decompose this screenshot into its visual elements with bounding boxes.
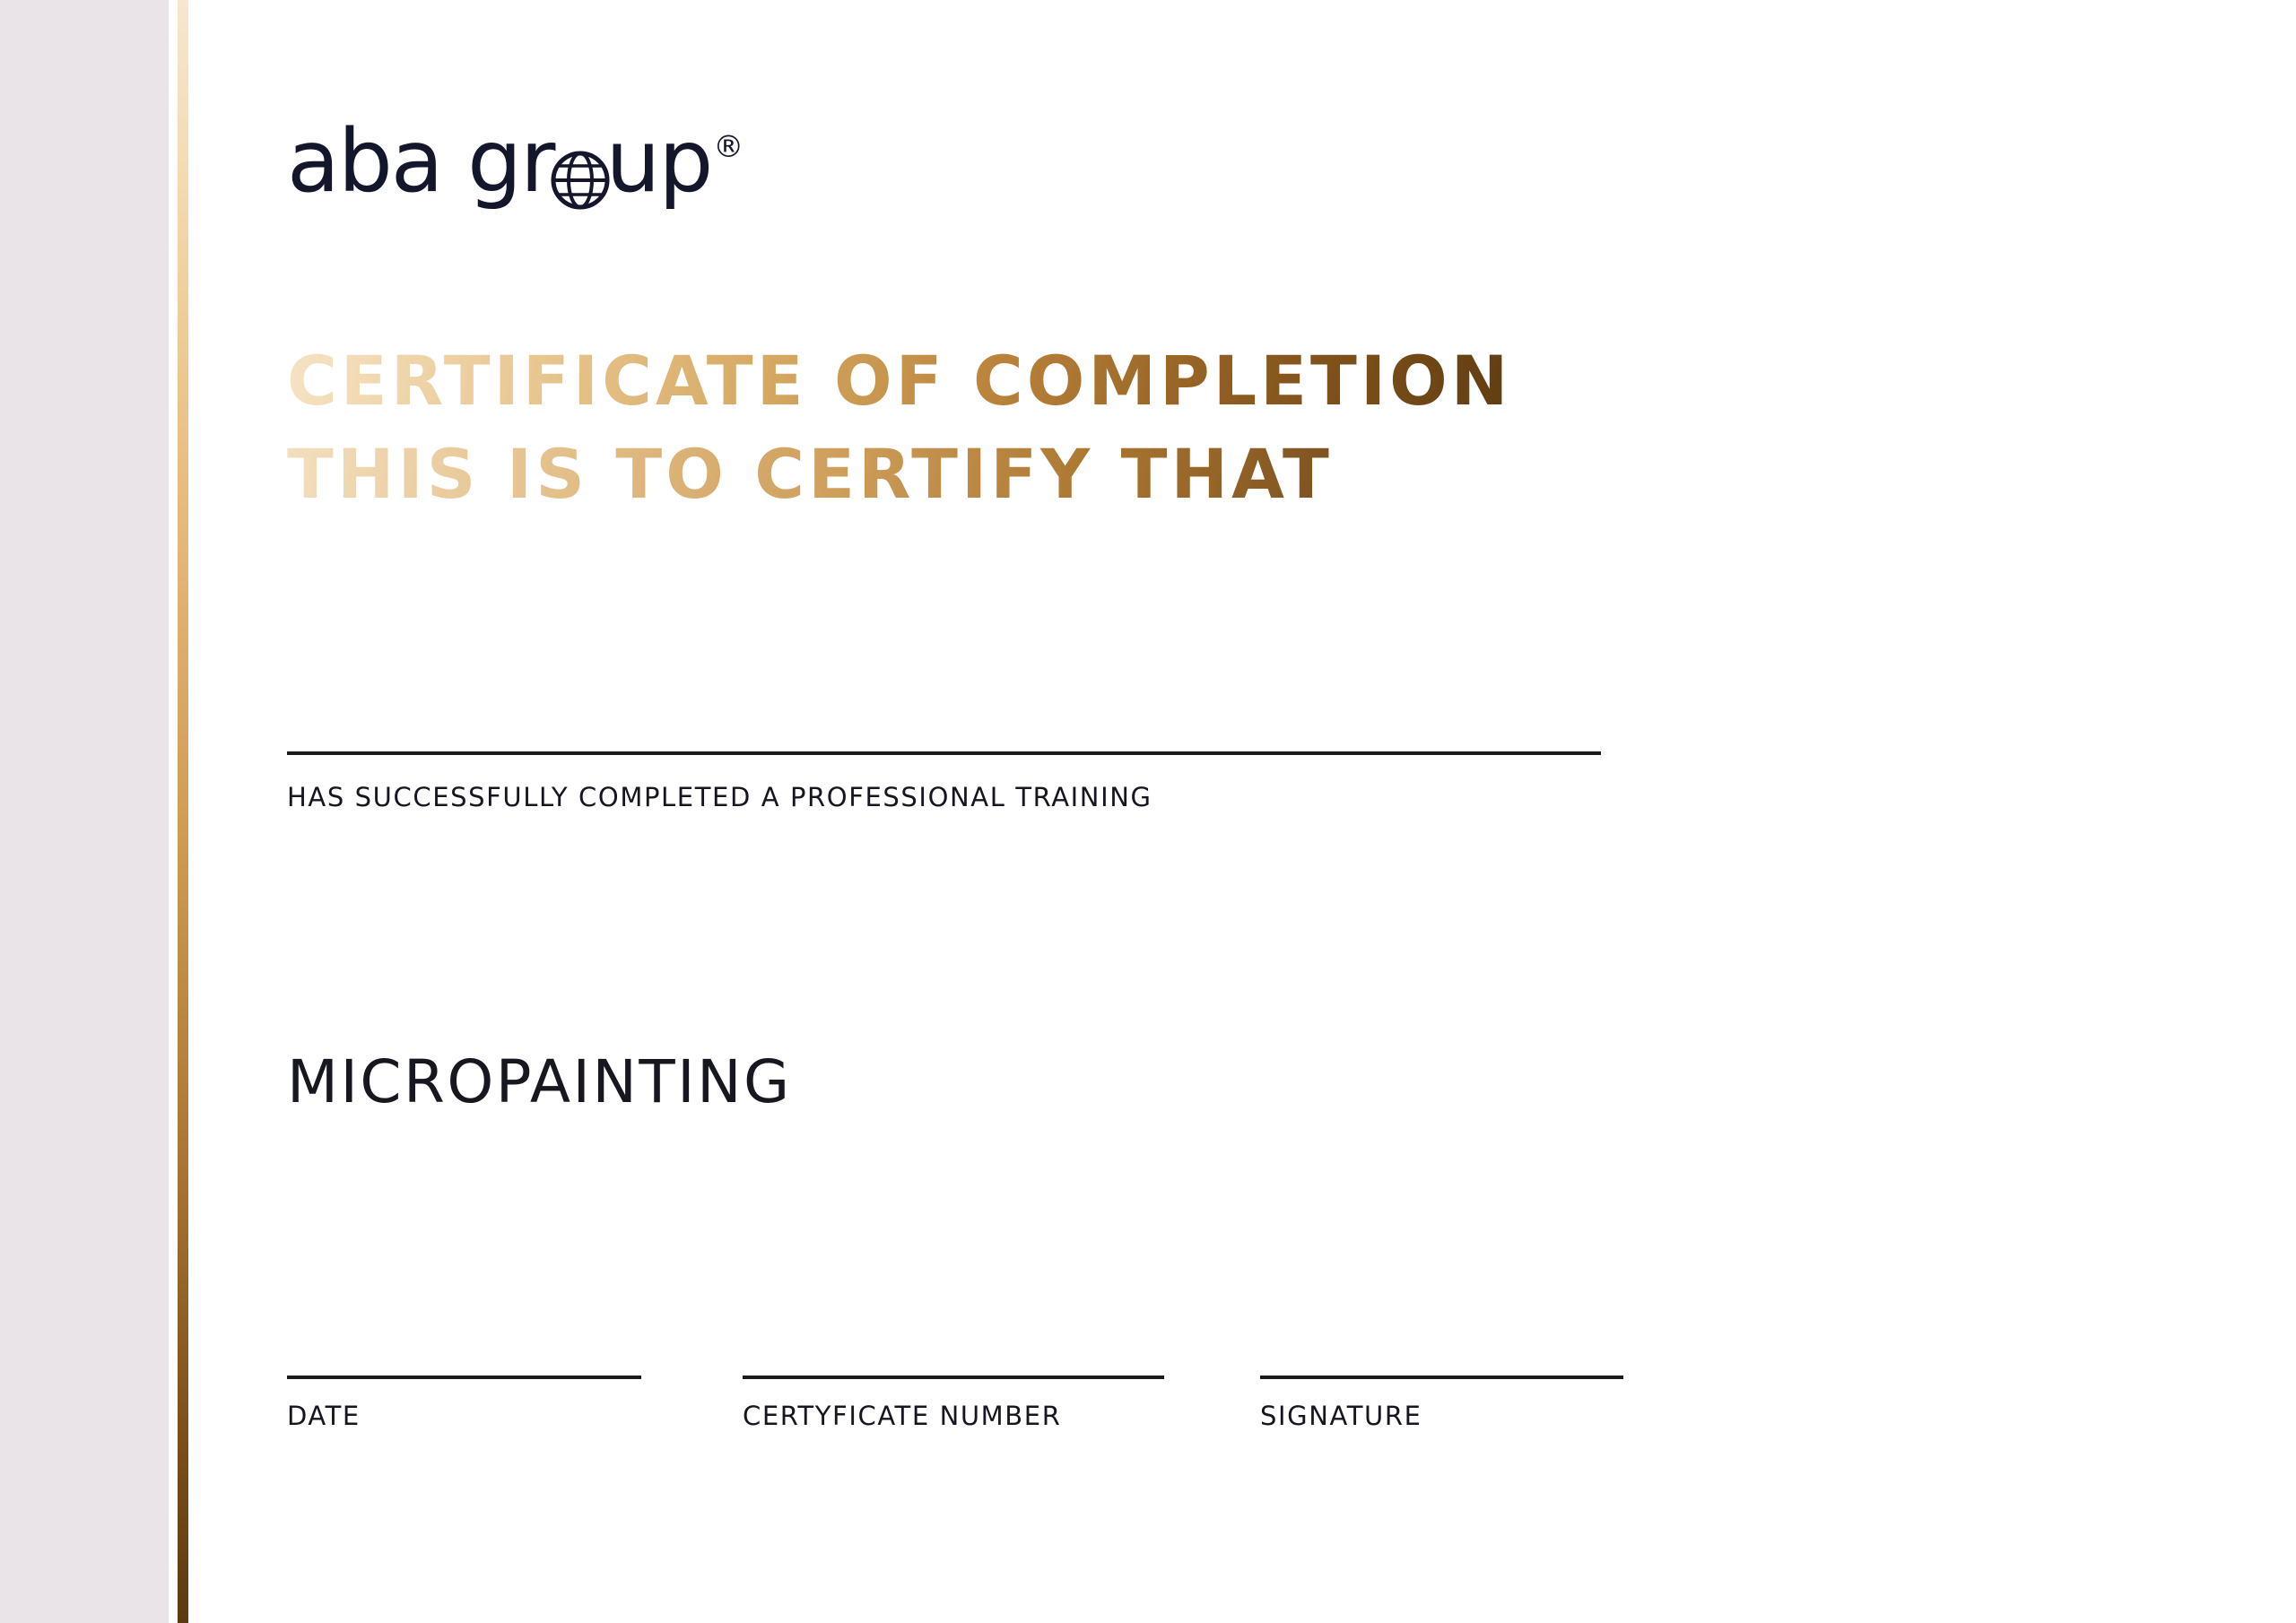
date-label: DATE (287, 1401, 361, 1431)
course-name: MICROPAINTING (287, 1047, 792, 1116)
date-rule (287, 1376, 641, 1379)
brand-logo (287, 106, 744, 212)
globe-icon (551, 151, 610, 210)
signature-label: SIGNATURE (1260, 1401, 1422, 1431)
signature-rule (1260, 1376, 1623, 1379)
certificate-title: CERTIFICATE OF COMPLETION (287, 341, 1991, 421)
completion-statement: HAS SUCCESSFULLY COMPLETED A PROFESSIONAL TRAINING (287, 782, 1152, 812)
field-certificate-number (743, 1376, 1164, 1431)
registered-trademark-icon: ® (713, 129, 744, 165)
left-decorative-band (0, 0, 169, 1623)
brand-name-part-1: aba gr (287, 111, 554, 212)
brand-name-part-2: up (605, 111, 712, 212)
certificate-content (287, 0, 2170, 1623)
field-signature (1260, 1376, 1623, 1431)
recipient-name-rule (287, 751, 1601, 755)
heading-block (287, 341, 1991, 514)
certificate-number-rule (743, 1376, 1164, 1379)
certificate-subtitle: THIS IS TO CERTIFY THAT (287, 434, 1991, 515)
gold-vertical-rule (178, 0, 188, 1623)
certificate-number-label: CERTYFICATE NUMBER (743, 1401, 1062, 1431)
field-date (287, 1376, 641, 1431)
